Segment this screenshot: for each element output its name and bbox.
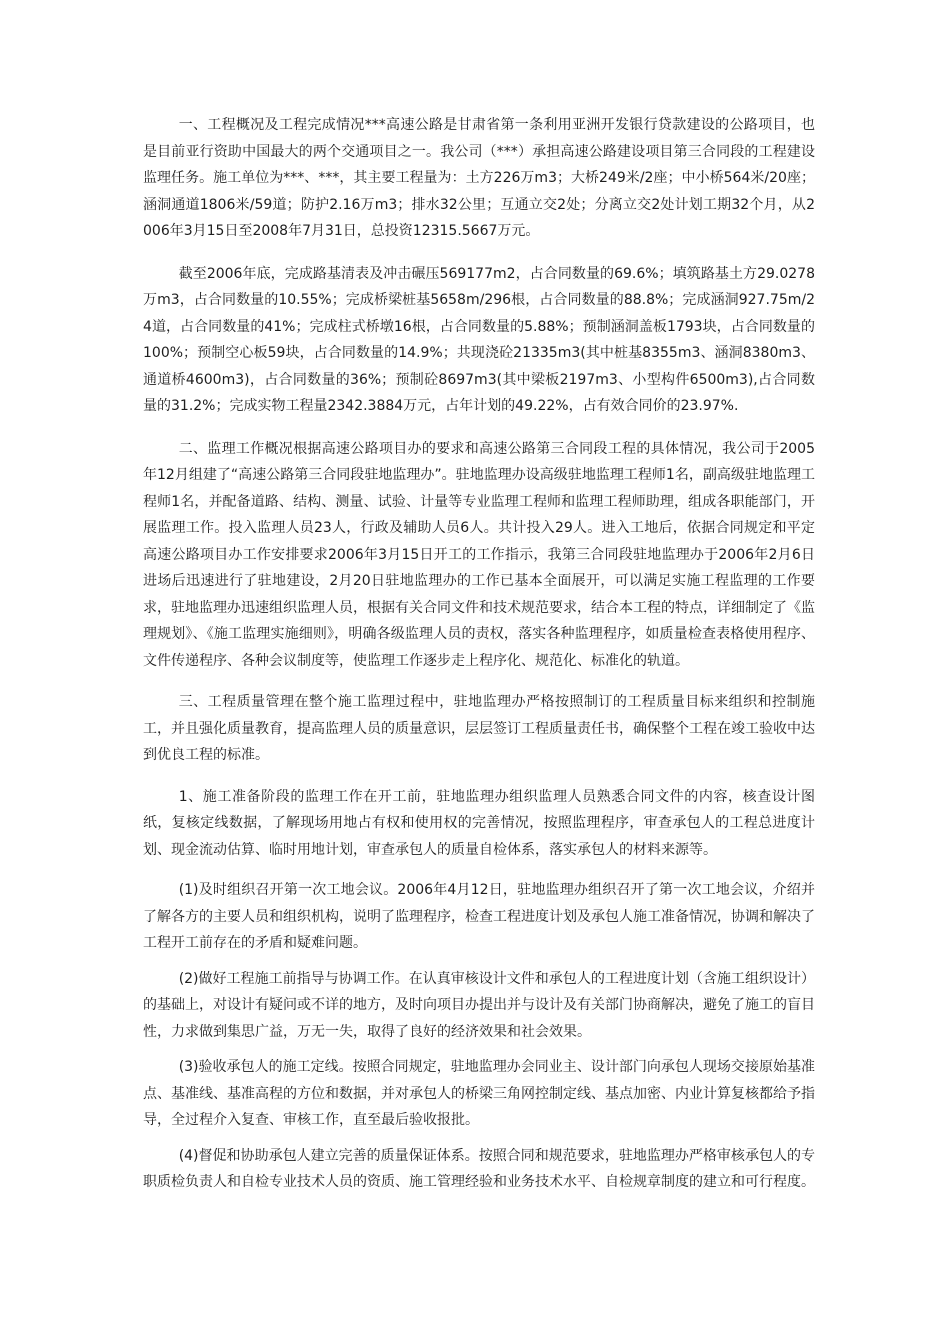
document-page [143, 112, 815, 1205]
paragraph-progress-2006: 截至2006年底，完成路基清表及冲击碾压569177m2，占合同数量的69.6%；填筑路基土方29.0278万m3，占合同数量的10.55%；完成桥梁桩基5658m/296根，占合同数量的88.8%；完成涵洞927.75m/24道，占合同数量的41%；完成柱式桥墩16根，占合同数量的5.88%；预制涵洞盖板1793块，占合同数量的100%；预制空心板59块，占合同数量的14.9%；共现浇砼21335m3(其中桩基8355m3、涵洞8380m3、通道桥4600m3)，占合同数量的36%；预制砼8697m3(其中梁板2197m3、小型构件6500m3),占合同数量的31.2%；完成实物工程量2342.3884万元，占年计划的49.22%，占有效合同价的23.97%. [143, 265, 815, 414]
paragraph-item-4-quality-system: (4)督促和协助承包人建立完善的质量保证体系。按照合同和规范要求，驻地监理办严格审核承包人的专职质检负责人和自检专业技术人员的资质、施工管理经验和业务技术水平、自检规章制度的建立和可行程度。 [143, 1147, 815, 1190]
paragraph-item-2-guidance: (2)做好工程施工前指导与协调工作。在认真审核设计文件和承包人的工程进度计划（含施工组织设计）的基础上，对设计有疑问或不详的地方，及时向项目办提出并与设计及有关部门协商解决，避免了施工的盲目性，力求做到集思广益，万无一失，取得了良好的经济效果和社会效果。 [143, 970, 815, 1040]
paragraph-project-overview: 一、工程概况及工程完成情况***高速公路是甘肃省第一条利用亚洲开发银行贷款建设的公路项目，也是目前亚行资助中国最大的两个交通项目之一。我公司（***）承担高速公路建设项目第三合同段的工程建设监理任务。施工单位为***、***，其主要工程量为：土方226万m3；大桥249米/2座；中小桥564米/20座；涵洞通道1806米/59道；防护2.16万m3；排水32公里；互通立交2处；分离立交2处计划工期32个月，从2006年3月15日至2008年7月31日，总投资12315.5667万元。 [143, 117, 815, 239]
paragraph-item-1-first-meeting: (1)及时组织召开第一次工地会议。2006年4月12日，驻地监理办组织召开了第一次工地会议，介绍并了解各方的主要人员和组织机构，说明了监理程序，检查工程进度计划及承包人施工准备情况，协调和解决了工程开工前存在的矛盾和疑难问题。 [143, 882, 815, 951]
paragraph-preparation-stage: 1、施工准备阶段的监理工作在开工前，驻地监理办组织监理人员熟悉合同文件的内容，核查设计图纸，复核定线数据，了解现场用地占有权和使用权的完善情况，按照监理程序，审查承包人的工程总进度计划、现金流动估算、临时用地计划，审查承包人的质量自检体系，落实承包人的材料来源等。 [143, 788, 815, 858]
paragraph-quality-management: 三、工程质量管理在整个施工监理过程中，驻地监理办严格按照制订的工程质量目标来组织和控制施工，并且强化质量教育，提高监理人员的质量意识，层层签订工程质量责任书，确保整个工程在竣工验收中达到优良工程的标准。 [143, 694, 815, 763]
paragraph-item-3-alignment: (3)验收承包人的施工定线。按照合同规定，驻地监理办会同业主、设计部门向承包人现场交接原始基准点、基准线、基准高程的方位和数据，并对承包人的桥梁三角网控制定线、基点加密、内业计算复核都给予指导，全过程介入复查、审核工作，直至最后验收报批。 [143, 1059, 815, 1128]
paragraph-supervision-overview: 二、监理工作概况根据高速公路项目办的要求和高速公路第三合同段工程的具体情况，我公司于2005年12月组建了“高速公路第三合同段驻地监理办”。驻地监理办设高级驻地监理工程师1名，副高级驻地监理工程师1名，并配备道路、结构、测量、试验、计量等专业监理工程师和监理工程师助理，组成各职能部门，开展监理工作。投入监理人员23人，行政及辅助人员6人。共计投入29人。进入工地后，依据合同规定和平定高速公路项目办工作安排要求2006年3月15日开工的工作指示，我第三合同段驻地监理办于2006年2月6日进场后迅速进行了驻地建设，2月20日驻地监理办的工作已基本全面展开，可以满足实施工程监理的工作要求，驻地监理办迅速组织监理人员，根据有关合同文件和技术规范要求，结合本工程的特点，详细制定了《监理规划》、《施工监理实施细则》，明确各级监理人员的责权，落实各种监理程序，如质量检查表格使用程序、文件传递程序、各种会议制度等，使监理工作逐步走上程序化、规范化、标准化的轨道。 [143, 440, 815, 669]
